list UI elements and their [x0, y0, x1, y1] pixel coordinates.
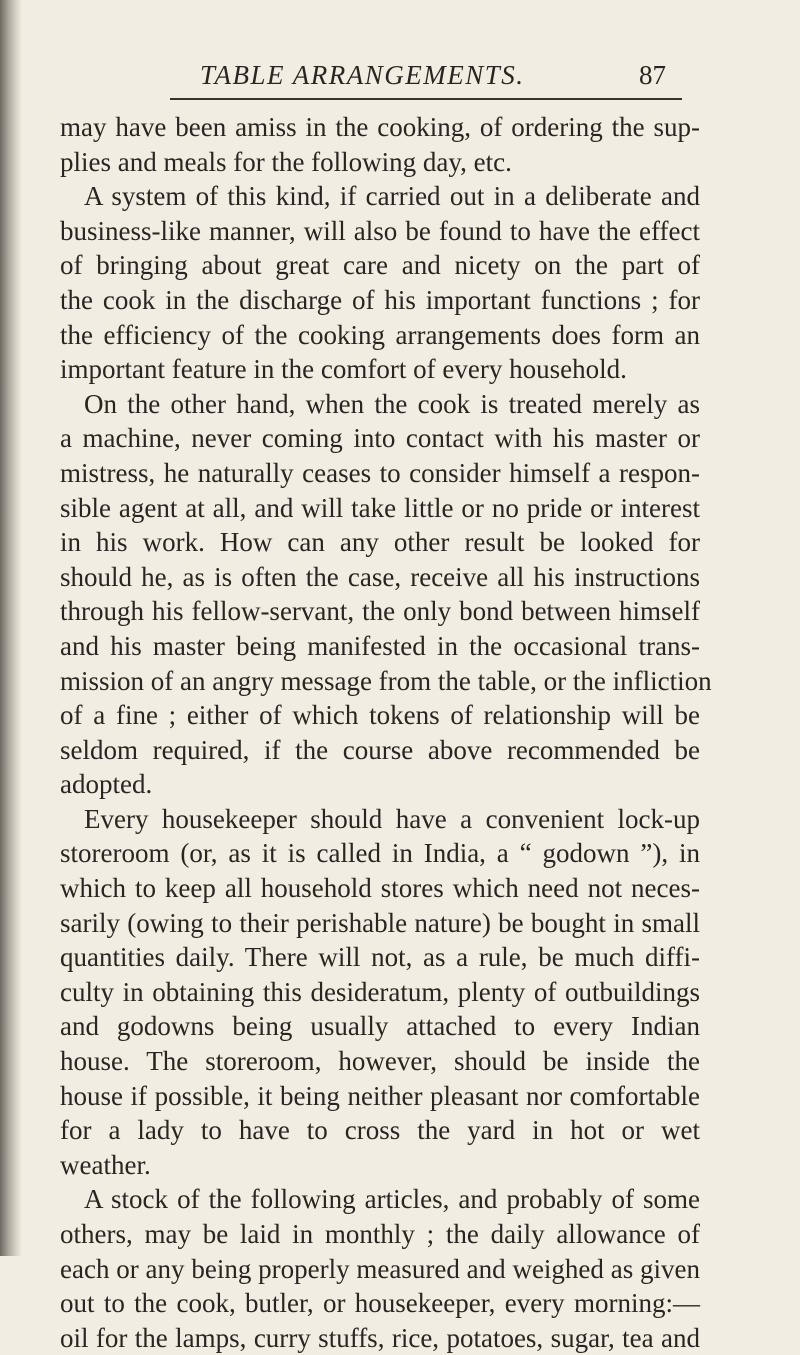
text-line: and his master being manifested in the occasional trans- [60, 630, 700, 661]
text-line: mission of an angry message from the table, or the infliction [60, 665, 712, 696]
text-line: a machine, never coming into contact with his master or [60, 423, 700, 454]
text-line: On the other hand, when the cook is treated merely as [84, 388, 700, 419]
text-line: house. The storeroom, however, should be inside the [60, 1046, 700, 1077]
text-line: oil for the lamps, curry stuffs, rice, potatoes, sugar, tea and [60, 1322, 700, 1353]
text-line: storeroom (or, as it is called in India, a “ godown ”), in [60, 838, 700, 869]
text-line: quantities daily. There will not, as a rule, be much diffi- [60, 942, 700, 973]
text-line: each or any being properly measured and weighed as given [60, 1253, 700, 1284]
text-line: the cook in the discharge of his important functions ; for [60, 284, 700, 315]
text-line: sible agent at all, and will take little or no pride or interest [60, 492, 700, 523]
text-line: house if possible, it being neither pleasant nor comfortable [60, 1080, 700, 1111]
text-line: in his work. How can any other result be looked for [60, 527, 700, 558]
text-line: plies and meals for the following day, etc. [60, 146, 512, 177]
text-line: the efficiency of the cooking arrangements does form an [60, 319, 700, 350]
running-title: TABLE ARRANGEMENTS. [200, 60, 525, 90]
text-line: seldom required, if the course above recommended be [60, 734, 700, 765]
text-line: which to keep all household stores which need not neces- [60, 873, 700, 904]
text-line: out to the cook, butler, or housekeeper, every morning:— [60, 1288, 700, 1319]
text-line: weather. [60, 1149, 151, 1180]
text-line: of a fine ; either of which tokens of relationship will be [60, 700, 700, 731]
text-line: should he, as is often the case, receive all his instructions [60, 561, 700, 592]
text-line: may have been amiss in the cooking, of ordering the sup- [60, 112, 700, 142]
text-line: adopted. [60, 769, 153, 800]
text-line: business-like manner, will also be found to have the effect [60, 215, 700, 246]
page-binding-shadow [0, 0, 22, 1256]
text-line: culty in obtaining this desideratum, plenty of outbuildings [60, 976, 700, 1007]
header-rule [170, 98, 682, 100]
text-line: mistress, he naturally ceases to consider himself a respon- [60, 457, 700, 488]
text-line: Every housekeeper should have a convenient lock-up [84, 803, 700, 834]
text-line: A stock of the following articles, and probably of some [84, 1184, 700, 1215]
text-line: and godowns being usually attached to every Indian [60, 1011, 700, 1042]
text-line: of bringing about great care and nicety on the part of [60, 250, 700, 281]
text-line: others, may be laid in monthly ; the daily allowance of [60, 1219, 700, 1249]
text-line: sarily (owing to their perishable nature) be bought in small [60, 907, 700, 938]
text-line: for a lady to have to cross the yard in hot or wet [60, 1115, 700, 1146]
page-number: 87 [639, 60, 666, 90]
text-line: through his fellow-servant, the only bond between himself [60, 596, 700, 627]
text-line: A system of this kind, if carried out in a deliberate and [84, 181, 700, 212]
body-text [60, 110, 712, 1355]
running-head [0, 60, 800, 100]
text-line: important feature in the comfort of every household. [60, 354, 627, 385]
